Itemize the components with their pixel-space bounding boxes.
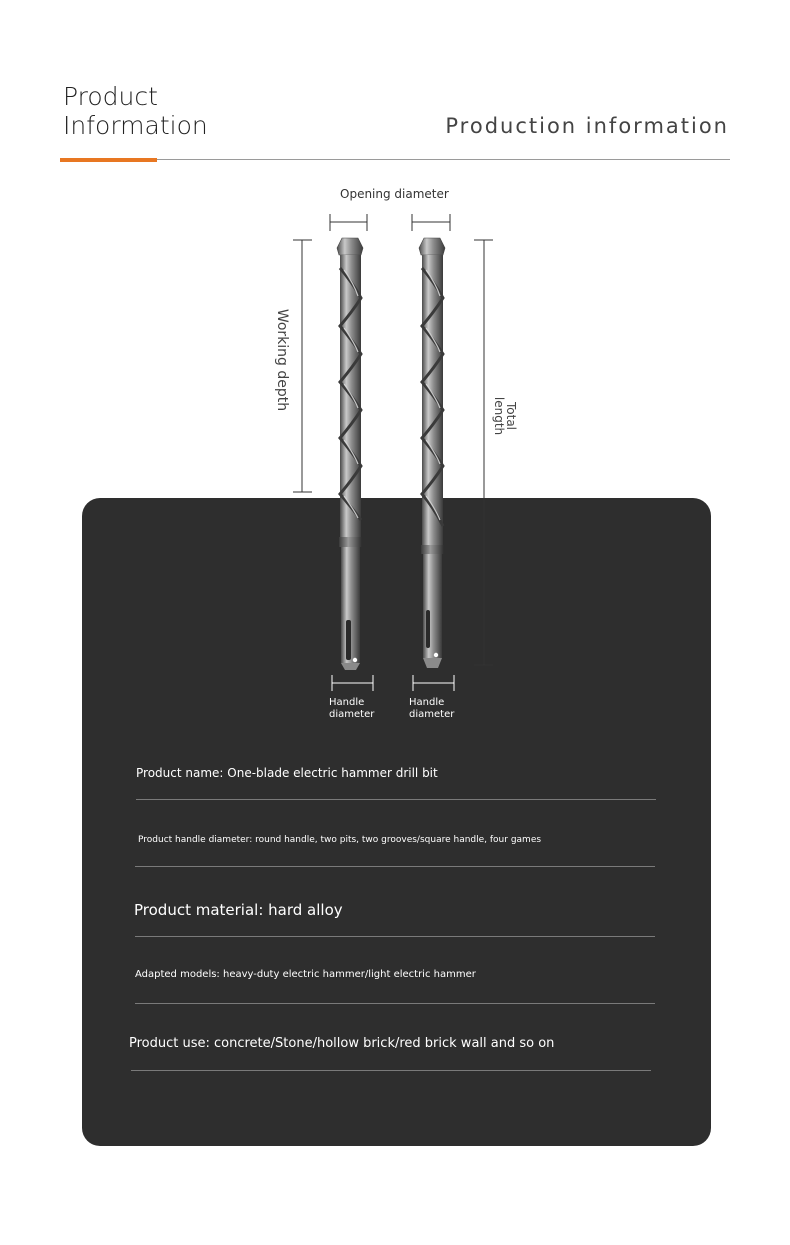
handle-label-line1: Handle (329, 697, 365, 708)
spec-divider (135, 866, 655, 867)
spec-product-use: Product use: concrete/Stone/hollow brick/red brick wall and so on (129, 1036, 555, 1051)
handle-label-line2: diameter (329, 709, 375, 720)
working-depth-marks (293, 240, 312, 492)
spec-divider (135, 936, 655, 937)
spec-handle-diameter: Product handle diameter: round handle, two pits, two grooves/square handle, four games (138, 835, 542, 845)
spec-divider (135, 1003, 655, 1004)
drill-bit-right (419, 238, 445, 668)
spec-divider (136, 799, 656, 800)
total-length-line2: length (492, 396, 506, 436)
opening-diameter-label: Opening diameter (340, 187, 449, 201)
handle-diameter-label-left (329, 697, 374, 721)
total-length-marks (474, 240, 493, 665)
total-length-label (493, 366, 517, 466)
spec-adapted-models: Adapted models: heavy-duty electric hammer/light electric hammer (135, 969, 476, 980)
opening-diameter-marks (330, 214, 450, 231)
handle-diameter-marks (332, 675, 454, 691)
page-title-line2: Information (63, 111, 208, 140)
handle-diameter-label-right (409, 697, 454, 721)
section-subtitle: Production information (445, 114, 729, 138)
drill-bit-left (337, 238, 363, 670)
total-length-line1: Total (504, 401, 518, 431)
spec-divider (131, 1070, 651, 1071)
page-title-line1: Product (63, 82, 158, 111)
spec-material: Product material: hard alloy (134, 901, 343, 919)
handle-label-line2: diameter (409, 709, 455, 720)
handle-label-line1: Handle (409, 697, 445, 708)
spec-product-name: Product name: One-blade electric hammer drill bit (136, 766, 438, 780)
working-depth-label: Working depth (274, 308, 290, 412)
